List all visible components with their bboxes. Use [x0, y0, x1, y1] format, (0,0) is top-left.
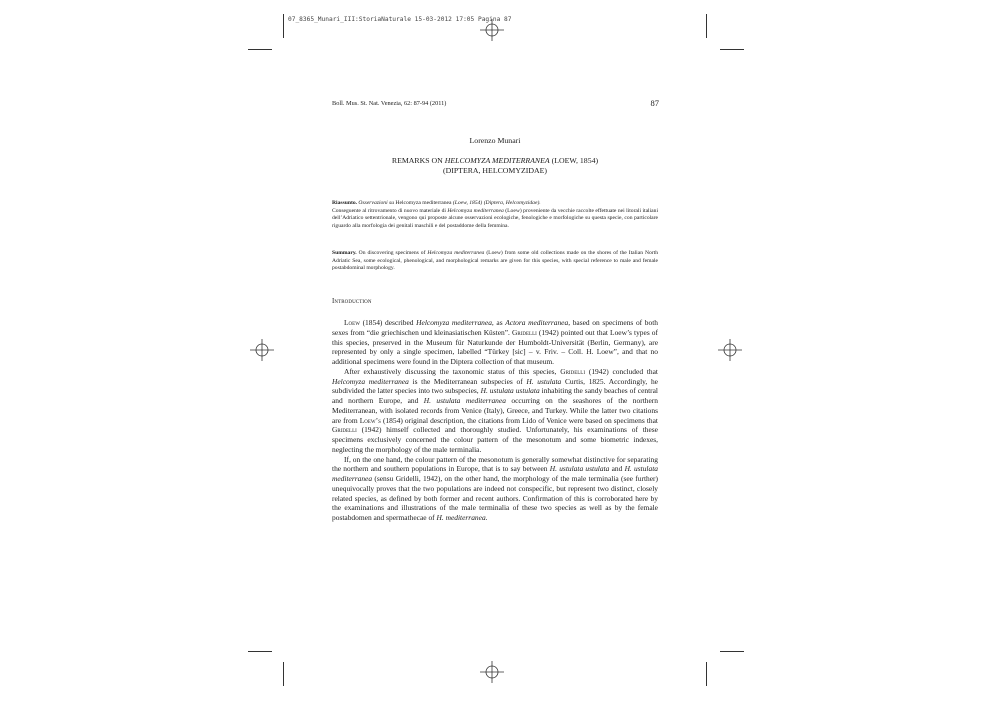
text-run: (1942) pointed out that Loew’s types of this species, preserved in the Museum für Naturkunde der Humboldt-Universität (Berlin, Germany), are represented by only a single specimen, labelled “Türkey [sic] – v. Friv. – Coll. H. Loew”, and that no additional specimens were found in the Diptera collection of that museum.	[332, 327, 658, 366]
text-run: .	[485, 513, 488, 522]
crop-mark	[248, 651, 272, 652]
summary-label: Summary.	[332, 250, 357, 256]
paragraph	[332, 455, 658, 523]
summary-taxon: Helcomyza mediterranea	[427, 250, 485, 256]
text-run: occurring on the seashores of the northern Mediterranean, with isolated records from Venice (Italy), Greece, and Turkey. While the latter two citations are from	[332, 396, 658, 425]
body-text	[332, 318, 658, 523]
text-run: (1942) himself collected and thoroughly studied. Unfortunately, his examinations of these specimens exclusively concerned the colour pattern of the mesonotum and some biometric indexes, neglecting the morphology of the male terminalia.	[332, 425, 658, 454]
taxon: Actora mediterranea	[505, 318, 569, 327]
summary	[332, 250, 658, 273]
article-title	[332, 156, 658, 176]
registration-mark-right	[716, 338, 744, 362]
title-taxon: HELCOMYZA MEDITERRANEA	[444, 156, 550, 165]
text-run: Curtis, 1825. Accordingly, he subdivided the latter species into two subspecies,	[332, 376, 658, 396]
riassunto-title: Osservazioni su	[357, 200, 396, 206]
author-name: Lorenzo Munari	[469, 136, 521, 145]
text-run: , as	[491, 318, 506, 327]
print-slug: 07_8365_Munari_III:StoriaNaturale 15-03-2012 17:05 Pagina 87	[288, 16, 512, 23]
citation-author: Loew’s	[359, 415, 381, 425]
crop-mark	[283, 662, 284, 686]
riassunto-title-end: (Loew, 1854) (Diptera, Helcomyzidae).	[451, 200, 541, 206]
text-run: (sensu Gridelli, 1942), on the other hand, the morphology of the male terminalia (see further) unequivocally proves that the two populations are indeed not conspecific, but represent two distinct, closely related species, as defined by both former and recent authors. Confirmation of this is corroborated here by the examinations and illustrations of the male terminalia of these two species as well as by the female postabdomen and spermathecae of	[332, 474, 658, 522]
crop-mark	[283, 14, 284, 38]
text-run: (1942) concluded that	[585, 366, 658, 376]
citation-author: Gridelli	[332, 425, 357, 435]
title-suffix: (LOEW, 1854)	[549, 156, 599, 165]
taxon: H. ustulata mediterranea	[423, 396, 506, 405]
text-run: If, on the one hand, the colour pattern of the mesonotum is generally somewhat distinctive for separating the northern and southern populations in Europe, that is to say between	[332, 454, 658, 474]
riassunto-taxon: Helcomyza mediterranea	[447, 207, 504, 214]
taxon: H. ustulata ustulata	[549, 464, 610, 474]
text-run: (1854) original description, the citations from Lido of Venice were based on specimens that	[380, 415, 658, 425]
riassunto	[332, 200, 658, 230]
title-line2: (DIPTERA, HELCOMYZIDAE)	[443, 166, 547, 175]
running-head: Boll. Mus. St. Nat. Venezia, 62: 87-94 (2011)	[332, 100, 447, 107]
riassunto-label: Riassunto.	[332, 200, 358, 206]
summary-text-end: (Loew) from some old collections made on the shores of the Italian North Adriatic Sea, some ecological, phenological, and morphological remarks are given for this species, with special reference to male and female postabdominal morphology.	[332, 250, 658, 272]
crop-mark	[720, 651, 744, 652]
riassunto-title-taxon: Helcomyza mediterranea	[395, 200, 452, 206]
registration-mark-left	[248, 338, 276, 362]
citation-author: Loew	[344, 318, 360, 327]
summary-text: On discovering specimens of	[356, 250, 428, 256]
taxon: Helcomyza mediterranea	[416, 318, 492, 327]
taxon: Helcomyza mediterranea	[332, 376, 409, 386]
citation-author: Gridelli	[512, 327, 537, 337]
text-run: and	[609, 464, 625, 474]
text-run: is the Mediterranean subspecies of	[408, 376, 527, 386]
paragraph	[332, 367, 658, 455]
text-run: inhabiting the sandy beaches of central and northern Europe, and	[332, 386, 658, 405]
taxon: H. mediterranea	[436, 513, 486, 522]
riassunto-text: Conseguente al ritrovamento di nuovo materiale di	[332, 207, 448, 214]
taxon: H. ustulata ustulata	[480, 386, 540, 396]
taxon: H. ustulata	[526, 376, 562, 386]
paragraph	[332, 318, 658, 367]
text-run: After exhaustively discussing the taxonomic status of this species,	[344, 366, 561, 376]
crop-mark	[720, 49, 744, 50]
text-run: (1854) described	[359, 318, 417, 327]
riassunto-text-end: (Loew) proveniente da vecchie raccolte effettuate nei litorali italiani dell’Adriatico settentrionale, vengono qui proposte alcune osservazioni ecologiche, fenologiche e morfologiche su questa specie, con particolare riguardo alla morfologia dei genitali maschili e del postaddome della femmina.	[332, 207, 658, 229]
title-prefix: REMARKS ON	[391, 156, 445, 165]
text-run: , based on specimens of both sexes from “die griechischen und kleinasiatischen Küsten”.	[332, 318, 658, 337]
page-number: 87	[650, 98, 659, 108]
taxon: H. ustulata mediterranea	[332, 464, 658, 483]
crop-mark	[706, 662, 707, 686]
citation-author: Gridelli	[560, 366, 586, 376]
crop-mark	[706, 14, 707, 38]
registration-mark-bottom	[478, 660, 506, 684]
section-heading: Introduction	[332, 298, 372, 305]
crop-mark	[248, 49, 272, 50]
